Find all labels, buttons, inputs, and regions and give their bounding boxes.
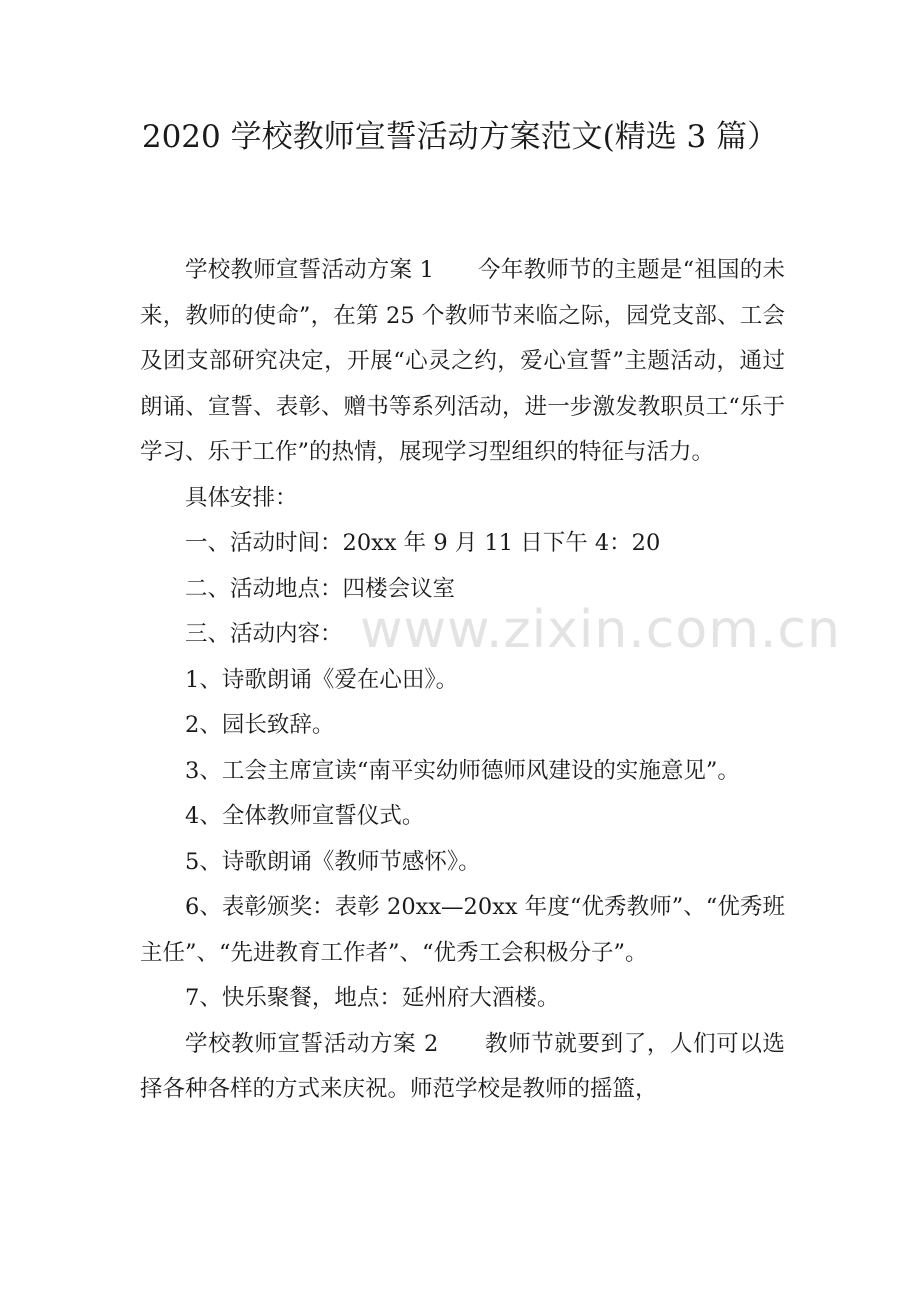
paragraph-item-6: 6、表彰颁奖：表彰 20xx—20xx 年度“优秀教师”、“优秀班主任”、“先进教育工作者”、“优秀工会积极分子”。 bbox=[140, 894, 785, 966]
paragraph-item-7: 7、快乐聚餐，地点：延州府大酒楼。 bbox=[185, 985, 560, 1011]
paragraph-arrangement-heading: 具体安排： bbox=[185, 484, 298, 511]
paragraph-item-5: 5、诗歌朗诵《教师节感怀》。 bbox=[185, 848, 481, 875]
watermark: www.zixin.com.cn bbox=[360, 600, 841, 660]
paragraph-plan-1-intro: 学校教师宣誓活动方案 1 今年教师节的主题是“祖国的未来，教师的使命”，在第 25 个教师节来临之际，园党支部、工会及团支部研究决定，开展“心灵之约，爱心宣誓”主题活动，通过朗诵、宣誓、表彰、赠书等系列活动，进一步激发教职员工“乐于学习、乐于工作”的热情，展现学习型组织的特征与活力。 bbox=[140, 257, 785, 465]
paragraph-item-1: 1、诗歌朗诵《爱在心田》。 bbox=[185, 666, 459, 693]
paragraph-item-3: 3、工会主席宣读“南平实幼师德师风建设的实施意见”。 bbox=[185, 757, 740, 784]
paragraph-plan-2-intro: 学校教师宣誓活动方案 2 教师节就要到了，人们可以选择各种各样的方式来庆祝。师范学校是教师的摇篮， bbox=[140, 1030, 785, 1102]
document-title: 2020 学校教师宣誓活动方案范文(精选 3 篇） bbox=[141, 119, 779, 155]
paragraph-activity-location: 二、活动地点：四楼会议室 bbox=[185, 575, 456, 602]
paragraph-activity-content-heading: 三、活动内容： bbox=[185, 621, 343, 647]
paragraph-item-2: 2、园长致辞。 bbox=[185, 712, 335, 738]
paragraph-activity-time: 一、活动时间：20xx 年 9 月 11 日下午 4：20 bbox=[185, 530, 661, 556]
paragraph-item-4: 4、全体教师宣誓仪式。 bbox=[185, 803, 425, 829]
document-body bbox=[140, 248, 785, 1113]
